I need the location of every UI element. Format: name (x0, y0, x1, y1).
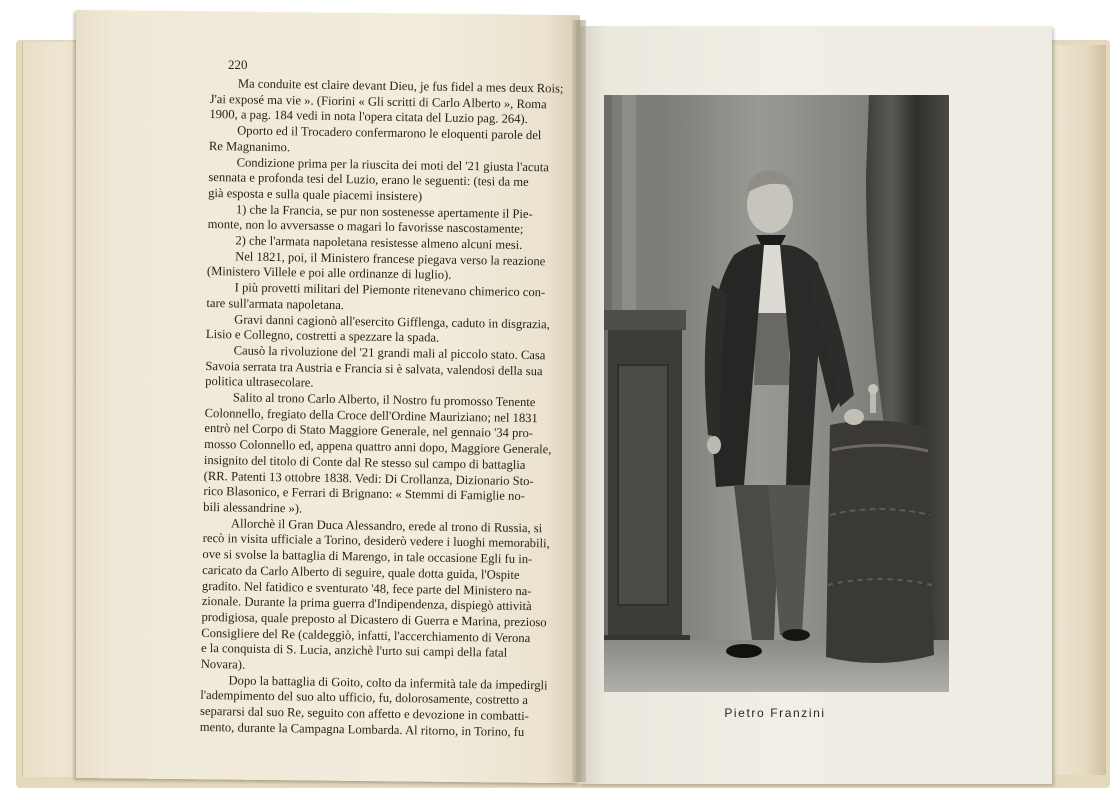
text-line: Allorchè il Gran Duca Alessandro, erede al trono di Russia, si (230, 516, 543, 535)
text-line: caricato da Carlo Alberto di seguire, quale dotta guida, l'Ospite (202, 562, 520, 582)
text-line: tare sull'armata napoletana. (206, 295, 345, 312)
text-line: Novara). (200, 656, 246, 672)
text-line: mosso Colonnello ed, appena quattro anni dopo, Maggiore Generale, (204, 437, 552, 457)
text-line: J'ai exposé ma vie ». (Fiorini « Gli scritti di Carlo Alberto », Roma (209, 91, 547, 111)
text-line: entrò nel Corpo di Stato Maggiore Generale, nel gennaio '34 pro- (204, 421, 534, 441)
text-line: monte, non lo avversasse o magari lo favorisse nascostamente; (207, 217, 524, 237)
text-line: bili alessandrine »). (203, 499, 303, 516)
text-line: Condizione prima per la riuscita dei moti del '21 giusta l'acuta (236, 154, 550, 174)
text-line: Re Magnanimo. (208, 138, 291, 155)
text-line: gradito. Nel fatidico e sventurato '48, fece parte del Ministero na- (201, 578, 532, 598)
text-line: politica ultrasecolare. (205, 374, 314, 391)
text-line: mento, durante la Campagna Lombarda. Al ritorno, in Torino, fu (199, 719, 525, 739)
text-line: Dopo la battaglia di Goito, colto da infermità tale da impedirgli (228, 673, 548, 693)
text-line: sennata e profonda tesi del Luzio, erano le seguenti: (tesi da me (208, 170, 529, 190)
text-line: 1) che la Francia, se pur non sostenesse apertamente il Pie- (235, 202, 533, 221)
text-line: insignito del titolo di Conte dal Re stesso sul campo di battaglia (203, 452, 526, 472)
portrait-photograph-icon (604, 95, 949, 692)
text-line: Colonnello, fregiato della Croce dell'Ordine Mauriziano; nel 1831 (204, 405, 538, 425)
text-line: prodigiosa, quale preposto al Dicastero di Guerra e Marina, prezioso (201, 609, 547, 630)
text-line: 2) che l'armata napoletana resistesse almeno alcuni mesi. (235, 233, 523, 252)
text-line: zionale. Durante la prima guerra d'Indipendenza, dispiegò attività (201, 594, 532, 614)
text-line: l'adempimento del suo alto ufficio, fu, dolorosamente, costretto a (200, 688, 528, 708)
body-text (200, 76, 574, 741)
text-line: (RR. Patenti 13 ottobre 1838. Vedi: Di Crollanza, Dizionario Sto- (203, 468, 534, 488)
text-line: Savoia serrata tra Austria e Francia si è salvata, valendosi della sua (205, 358, 543, 378)
text-line: già esposta e sulla quale piacemi insistere) (208, 185, 423, 204)
page-number: 220 (228, 57, 248, 72)
text-line: rico Blasonico, e Ferrari di Brignano: « Stemmi di Famiglie no- (203, 484, 525, 504)
text-line: ove si svolse la battaglia di Marengo, in tale occasione Egli fu in- (202, 547, 533, 567)
text-line: Salito al trono Carlo Alberto, il Nostro fu promosso Tenente (232, 390, 536, 410)
text-line: Nel 1821, poi, il Ministero francese piegava verso la reazione (235, 249, 546, 269)
text-line: Lisio e Collegno, costretti a spezzare la spada. (205, 327, 440, 345)
text-line: separarsi dal suo Re, seguito con affetto e devozione in combatti- (199, 704, 529, 724)
text-line: Consigliere del Re (caldeggiò, infatti, l'accerchiamento di Verona (201, 625, 531, 645)
text-line: Gravi danni cagionò all'esercito Gifflenga, caduto in disgrazia, (234, 311, 550, 331)
text-line: I più provetti militari del Piemonte ritenevano chimerico con- (234, 280, 546, 300)
text-line: (Ministero Villele e poi alle ordinanze di luglio). (206, 264, 452, 283)
text-line: 1900, a pag. 184 vedi in nota l'opera citata del Luzio pag. 264). (209, 107, 528, 127)
text-line: Causò la rivoluzione del '21 grandi mali al piccolo stato. Casa (233, 343, 546, 363)
text-line: e la conquista di S. Lucia, anzichè l'urto sui campi della fatal (200, 641, 508, 661)
text-line: Oporto ed il Trocadero confermarono le eloquenti parole del (237, 123, 542, 143)
text-line: recò in visita ufficiale a Torino, desiderò vedere i luoghi memorabili, (202, 531, 550, 551)
text-line: Ma conduite est claire devant Dieu, je fus fidel a mes deux Rois; (237, 76, 564, 96)
book-gutter (572, 20, 586, 782)
photo-caption: Pietro Franzini (724, 706, 826, 720)
portrait-photo (604, 95, 949, 692)
